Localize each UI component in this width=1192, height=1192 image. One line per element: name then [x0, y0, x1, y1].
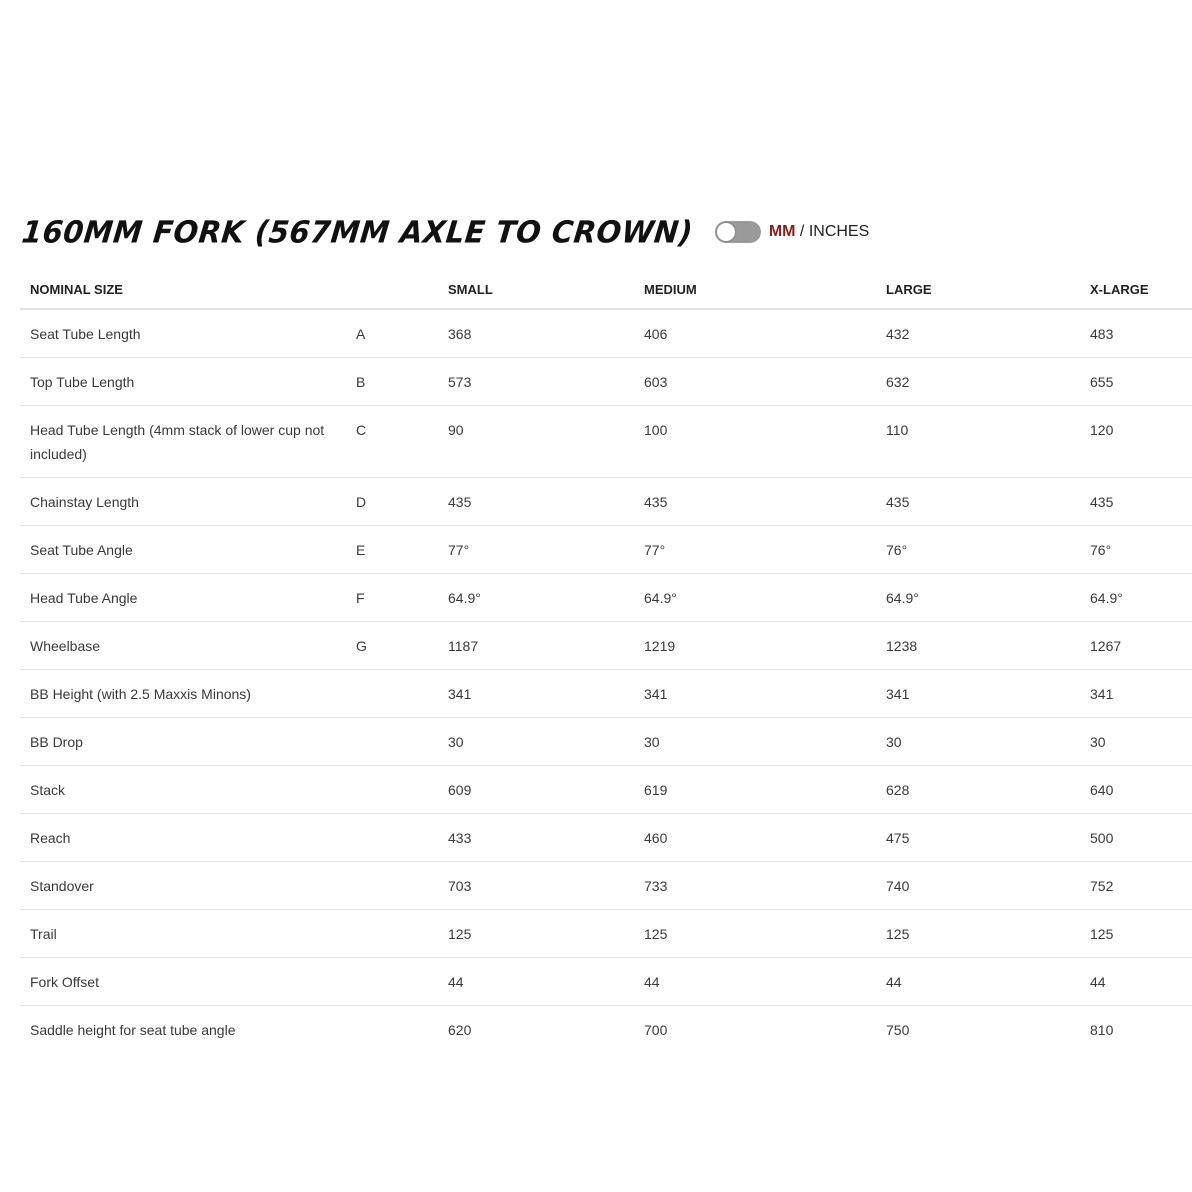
table-row	[20, 622, 1192, 670]
table-row	[20, 670, 1192, 718]
table-row	[20, 574, 1192, 622]
cell-large: 432	[876, 309, 1080, 358]
cell-medium: 1219	[634, 622, 876, 670]
row-letter: A	[346, 309, 438, 358]
unit-mm-label[interactable]: MM	[768, 223, 796, 240]
cell-x-large: 30	[1080, 718, 1192, 766]
row-letter: C	[346, 406, 438, 478]
row-letter: F	[346, 574, 438, 622]
table-row	[20, 766, 1192, 814]
table-row	[20, 309, 1192, 358]
row-label: Standover	[20, 862, 346, 910]
cell-large: 475	[876, 814, 1080, 862]
cell-large: 632	[876, 358, 1080, 406]
cell-x-large: 125	[1080, 910, 1192, 958]
cell-large: 341	[876, 670, 1080, 718]
row-letter	[346, 1006, 438, 1054]
unit-labels	[769, 223, 869, 241]
row-label: Top Tube Length	[20, 358, 346, 406]
header-medium: MEDIUM	[634, 270, 876, 309]
toggle-switch[interactable]	[715, 221, 761, 243]
geometry-header	[22, 210, 869, 254]
cell-large: 628	[876, 766, 1080, 814]
unit-separator: /	[795, 223, 809, 240]
geometry-table	[20, 270, 1192, 1053]
cell-x-large: 1267	[1080, 622, 1192, 670]
cell-large: 435	[876, 478, 1080, 526]
row-label: Seat Tube Angle	[20, 526, 346, 574]
cell-x-large: 655	[1080, 358, 1192, 406]
row-label: BB Height (with 2.5 Maxxis Minons)	[20, 670, 346, 718]
header-nominal-size: NOMINAL SIZE	[20, 270, 346, 309]
cell-small: 609	[438, 766, 634, 814]
cell-small: 44	[438, 958, 634, 1006]
cell-x-large: 341	[1080, 670, 1192, 718]
table-row	[20, 526, 1192, 574]
cell-small: 90	[438, 406, 634, 478]
row-letter	[346, 766, 438, 814]
row-letter: G	[346, 622, 438, 670]
row-label: Chainstay Length	[20, 478, 346, 526]
cell-large: 76°	[876, 526, 1080, 574]
table-row	[20, 358, 1192, 406]
cell-large: 125	[876, 910, 1080, 958]
row-letter: B	[346, 358, 438, 406]
cell-medium: 460	[634, 814, 876, 862]
cell-x-large: 435	[1080, 478, 1192, 526]
row-label: Head Tube Length (4mm stack of lower cup not included)	[20, 406, 346, 478]
row-letter: D	[346, 478, 438, 526]
cell-large: 1238	[876, 622, 1080, 670]
row-letter	[346, 958, 438, 1006]
row-label: Stack	[20, 766, 346, 814]
cell-small: 125	[438, 910, 634, 958]
cell-x-large: 752	[1080, 862, 1192, 910]
cell-medium: 619	[634, 766, 876, 814]
cell-small: 573	[438, 358, 634, 406]
cell-x-large: 810	[1090, 1022, 1114, 1038]
cell-small: 77°	[438, 526, 634, 574]
table-header-row	[20, 270, 1192, 309]
table-row	[20, 1006, 1192, 1054]
header-x-large: X-LARGE	[1080, 270, 1192, 309]
row-letter	[346, 862, 438, 910]
section-title: 160MM FORK (567MM AXLE TO CROWN)	[20, 214, 695, 250]
cell-medium: 125	[634, 910, 876, 958]
row-label: Seat Tube Length	[20, 309, 346, 358]
cell-medium: 341	[634, 670, 876, 718]
unit-inches-label[interactable]: INCHES	[808, 223, 870, 240]
row-label: Fork Offset	[20, 958, 346, 1006]
cell-small: 341	[438, 670, 634, 718]
cell-x-large: 76°	[1080, 526, 1192, 574]
row-label: Saddle height for seat tube angle	[30, 1022, 236, 1038]
cell-x-large: 120	[1080, 406, 1192, 478]
cell-medium: 64.9°	[634, 574, 876, 622]
row-letter	[346, 718, 438, 766]
row-label: BB Drop	[20, 718, 346, 766]
cell-small: 368	[438, 309, 634, 358]
row-letter	[346, 910, 438, 958]
cell-medium: 733	[634, 862, 876, 910]
cell-x-large: 500	[1080, 814, 1192, 862]
header-large: LARGE	[876, 270, 1080, 309]
cell-medium: 30	[634, 718, 876, 766]
cell-medium: 435	[634, 478, 876, 526]
cell-small: 435	[438, 478, 634, 526]
cell-x-large: 483	[1080, 309, 1192, 358]
toggle-knob[interactable]	[717, 223, 735, 241]
cell-medium: 77°	[634, 526, 876, 574]
table-row	[20, 478, 1192, 526]
table-row	[20, 814, 1192, 862]
header-letter	[346, 270, 438, 309]
cell-small: 64.9°	[438, 574, 634, 622]
table-row	[20, 862, 1192, 910]
cell-x-large: 64.9°	[1080, 574, 1192, 622]
row-letter	[346, 670, 438, 718]
cell-x-large: 44	[1080, 958, 1192, 1006]
cell-large: 110	[876, 406, 1080, 478]
cell-medium: 100	[634, 406, 876, 478]
table-row	[20, 718, 1192, 766]
cell-medium: 603	[634, 358, 876, 406]
table-row	[20, 406, 1192, 478]
unit-toggle[interactable]	[715, 221, 869, 243]
cell-medium: 44	[634, 958, 876, 1006]
cell-small: 703	[438, 862, 634, 910]
row-label: Reach	[20, 814, 346, 862]
table-row	[20, 910, 1192, 958]
cell-large: 740	[876, 862, 1080, 910]
cell-x-large: 640	[1080, 766, 1192, 814]
cell-large: 30	[876, 718, 1080, 766]
cell-small: 433	[438, 814, 634, 862]
cell-small: 30	[438, 718, 634, 766]
header-small: SMALL	[438, 270, 634, 309]
cell-medium: 700	[644, 1022, 668, 1038]
cell-large: 750	[886, 1022, 910, 1038]
cell-small: 620	[448, 1022, 472, 1038]
cell-medium: 406	[634, 309, 876, 358]
cell-large: 64.9°	[876, 574, 1080, 622]
cell-small: 1187	[438, 622, 634, 670]
row-label: Head Tube Angle	[20, 574, 346, 622]
row-label: Trail	[20, 910, 346, 958]
cell-large: 44	[876, 958, 1080, 1006]
table-row	[20, 958, 1192, 1006]
row-label: Wheelbase	[20, 622, 346, 670]
row-letter: E	[346, 526, 438, 574]
row-letter	[346, 814, 438, 862]
